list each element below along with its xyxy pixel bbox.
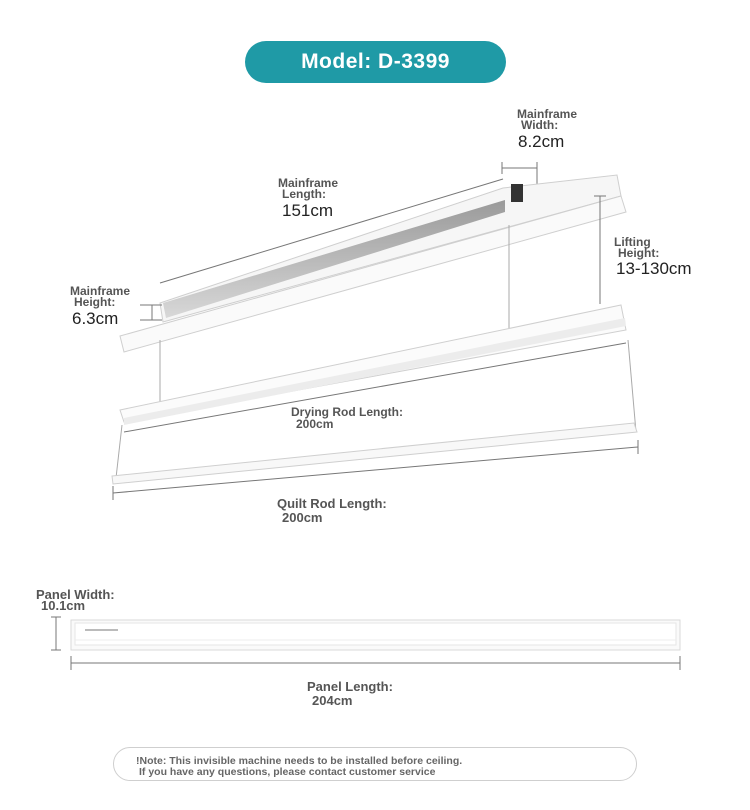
mainframe-length-value: 151cm	[282, 201, 334, 220]
panel-width-label: Panel Width:	[36, 587, 115, 602]
mainframe-width-label: Mainframe Width:	[517, 107, 578, 132]
drying-rod-value: 200cm	[296, 417, 334, 431]
panel	[71, 620, 680, 650]
model-badge: Model: D-3399	[245, 41, 506, 83]
quilt-rod-label: Quilt Rod Length:	[277, 496, 387, 511]
panel-width-value: 10.1cm	[41, 598, 86, 613]
drying-rod-label: Drying Rod Length:	[291, 405, 403, 419]
mainframe-width-value: 8.2cm	[518, 132, 565, 151]
lifting-height-label: Lifting Height:	[614, 235, 660, 260]
mainframe-height-value: 6.3cm	[72, 309, 119, 328]
quilt-rod-value: 200cm	[282, 510, 323, 525]
panel-length-value: 204cm	[312, 693, 353, 708]
mainframe-length-label: Mainframe Length:	[278, 176, 339, 201]
note-line-2: If you have any questions, please contact customer service	[139, 766, 436, 778]
panel-length-dimension	[71, 656, 680, 670]
mainframe-height-label: Mainframe Height:	[70, 284, 131, 309]
installation-note	[113, 747, 637, 781]
mainframe-height-dimension	[140, 305, 162, 320]
panel-length-label: Panel Length:	[307, 679, 393, 694]
note-line-1: !Note: This invisible machine needs to be installed before ceiling.	[136, 755, 463, 767]
panel-width-dimension	[51, 617, 61, 650]
lifting-height-value: 13-130cm	[616, 259, 692, 278]
